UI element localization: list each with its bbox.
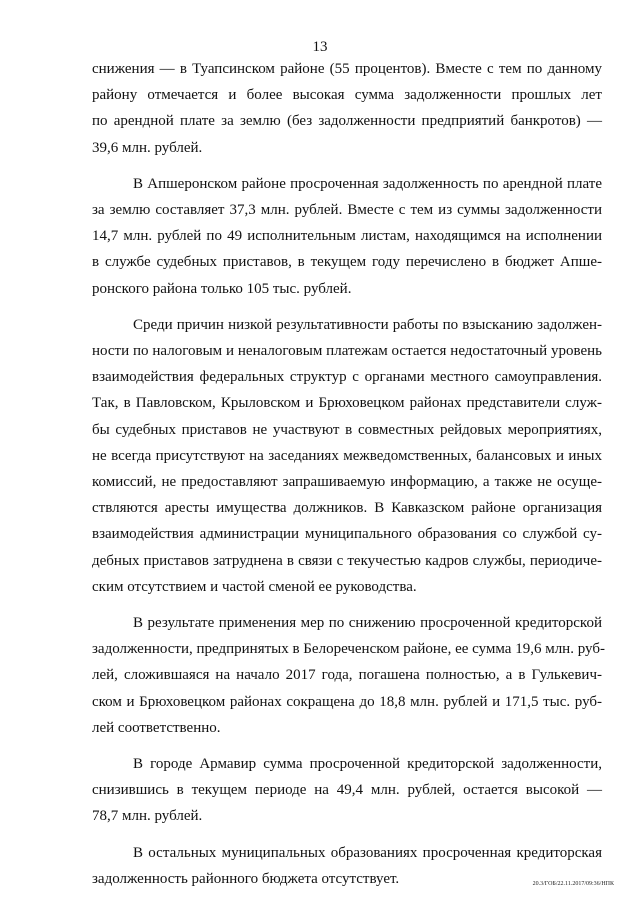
text-line: В остальных муниципальных образованиях просроченная кредиторская — [133, 845, 602, 861]
text-line: ском и Брюховецком районах сокращена до 18,8 млн. рублей и 171,5 тыс. руб- — [92, 694, 602, 710]
text-line: ности по налоговым и неналоговым платежам остается недостаточный уровень — [92, 343, 602, 359]
text-line: дебных приставов затруднена в связи с текучестью кадров службы, периодиче- — [92, 553, 602, 569]
text-line: В результате применения мер по снижению просроченной кредиторской — [133, 615, 602, 631]
text-line: по арендной плате за землю (без задолженности предприятий банкротов) — — [92, 113, 602, 129]
text-line: не всегда присутствуют на заседаниях межведомственных, балансовых и иных — [92, 448, 602, 464]
text-line: снижения — в Туапсинском районе (55 процентов). Вместе с тем по данному — [92, 61, 602, 77]
text-line: району отмечается и более высокая сумма задолженности прошлых лет — [92, 87, 602, 103]
text-line: за землю составляет 37,3 млн. рублей. Вместе с тем из суммы задолженности — [92, 202, 602, 218]
text-line: Так, в Павловском, Крыловском и Брюховецком районах представители служ- — [92, 395, 602, 411]
text-line: 39,6 млн. рублей. — [92, 140, 203, 156]
text-line: В городе Армавир сумма просроченной кредиторской задолженности, — [133, 756, 602, 772]
text-line: комиссий, не предоставляют запрашиваемую информацию, а также не осуще- — [92, 474, 602, 490]
text-line: задолженность районного бюджета отсутствует. — [92, 871, 400, 887]
text-line: взаимодействия администрации муниципального образования со службой су- — [92, 526, 602, 542]
text-line: бы судебных приставов не участвуют в совместных рейдовых мероприятиях, — [92, 422, 602, 438]
text-line: в службе судебных приставов, в текущем году перечислено в бюджет Апше- — [92, 254, 602, 270]
text-line: взаимодействия федеральных структур с органами местного самоуправления. — [92, 369, 602, 385]
text-line: 78,7 млн. рублей. — [92, 808, 203, 824]
text-line: снизившись в текущем периоде на 49,4 млн. рублей, остается высокой — — [92, 782, 602, 798]
text-line: ским отсутствием и частой сменой ее руководства. — [92, 579, 417, 595]
page-number: 13 — [312, 39, 328, 55]
document-code: 20.3/ГОБ/22.11.2017/09:36/НПК — [532, 881, 614, 887]
text-line: В Апшеронском районе просроченная задолженность по арендной плате — [133, 176, 602, 192]
text-line: ствляются аресты имущества должников. В Кавказском районе организация — [92, 500, 602, 516]
text-line: ронского района только 105 тыс. рублей. — [92, 281, 352, 297]
text-line: лей, сложившаяся на начало 2017 года, погашена полностью, а в Гулькевич- — [92, 667, 602, 683]
text-line: 14,7 млн. рублей по 49 исполнительным листам, находящимся на исполнении — [92, 228, 602, 244]
text-line: Среди причин низкой результативности работы по взысканию задолжен- — [133, 317, 602, 333]
text-line: задолженности, предпринятых в Белореченском районе, ее сумма 19,6 млн. руб- — [92, 641, 605, 657]
text-line: лей соответственно. — [92, 720, 221, 736]
